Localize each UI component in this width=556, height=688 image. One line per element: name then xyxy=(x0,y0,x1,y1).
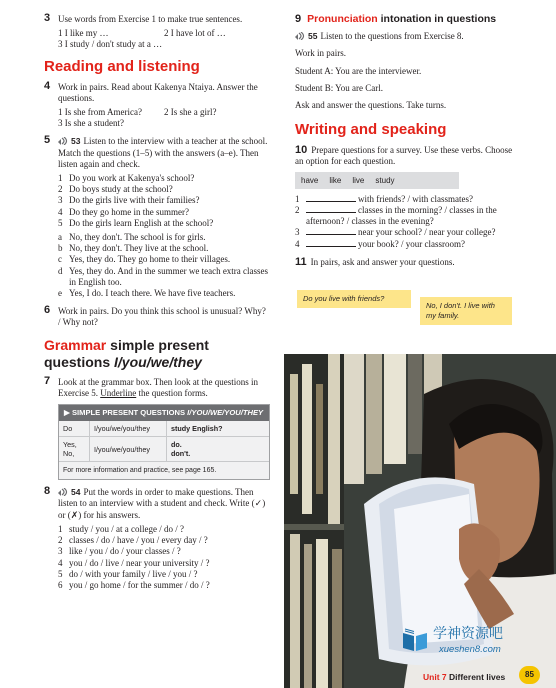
blank-line[interactable] xyxy=(306,239,356,247)
question-list xyxy=(58,173,270,229)
audio-icon[interactable] xyxy=(295,32,306,40)
instruction-text-end: the question forms. xyxy=(136,387,208,398)
exercise-instruction: In pairs, ask and answer your questions. xyxy=(310,256,455,267)
item-text: you / go home / for the summer / do / ? xyxy=(69,579,210,590)
exercise-5 xyxy=(44,136,270,299)
exercise-6 xyxy=(44,306,270,328)
audio-track-number: 54 xyxy=(71,487,81,498)
audio-icon[interactable] xyxy=(58,137,69,145)
verb-box xyxy=(295,172,459,189)
grammar-title-topic-2: questions xyxy=(44,353,115,370)
unit-title: Different lives xyxy=(449,672,506,682)
question-list xyxy=(58,524,270,591)
item-text: Do they go home in the summer? xyxy=(69,206,189,217)
section-title-grammar xyxy=(44,337,270,371)
exercise-instruction xyxy=(58,487,270,521)
watermark-url: xueshen8.com xyxy=(439,644,501,655)
section-title-writing: Writing and speaking xyxy=(295,121,447,139)
item-text: Do boys study at the school? xyxy=(69,184,173,195)
item-text: Do the girls learn English at the school? xyxy=(69,217,214,228)
exercise-number: 4 xyxy=(44,79,51,92)
item-number: 4 xyxy=(58,557,63,568)
list-item: 2 Is she a girl? xyxy=(164,107,217,118)
blank-line[interactable] xyxy=(306,205,356,213)
item-number: 3 xyxy=(58,546,63,557)
exercise-instruction: Prepare questions for a survey. Use these verbs. Choose an option for each question. xyxy=(295,145,513,167)
list-item xyxy=(58,218,270,229)
grammar-table xyxy=(59,421,269,462)
list-item xyxy=(58,569,270,580)
list-item: 1 I like my … xyxy=(58,28,109,39)
page-number: 85 xyxy=(519,666,540,684)
instruction-line: Student A: You are the interviewer. xyxy=(295,65,422,76)
list-item xyxy=(295,194,513,205)
item-text: do / with your family / live / you / ? xyxy=(69,568,198,579)
exercise-3 xyxy=(44,14,270,51)
instruction-text: Look at the grammar box. Then look at the questions in Exercise 5. xyxy=(58,376,259,398)
item-number: 4 xyxy=(295,238,300,249)
exercise-number: 10 xyxy=(295,144,308,157)
list-item xyxy=(58,254,270,265)
cell-line: No, xyxy=(63,449,75,459)
list-item xyxy=(58,580,270,591)
item-letter: c xyxy=(58,254,62,265)
blank-line[interactable] xyxy=(306,227,356,235)
exercise-9 xyxy=(295,14,513,111)
watermark xyxy=(401,623,551,659)
list-item xyxy=(58,243,270,254)
exercise-10 xyxy=(295,145,513,250)
exercise-instruction: Work in pairs. Do you think this school is unusual? Why? / Why not? xyxy=(58,306,266,328)
cell-line: don't. xyxy=(171,449,191,459)
grammar-box-title: SIMPLE PRESENT QUESTIONS xyxy=(71,408,188,418)
table-cell xyxy=(59,437,90,462)
grammar-box-header xyxy=(59,405,269,421)
instruction-line: Work in pairs. xyxy=(295,48,347,59)
unit-footer xyxy=(423,672,505,682)
item-number: 1 xyxy=(58,173,63,184)
exercise-number: 7 xyxy=(44,374,51,387)
item-text xyxy=(306,194,473,205)
list-item xyxy=(58,288,270,299)
item-number: 5 xyxy=(58,568,63,579)
exercise-4 xyxy=(44,79,270,130)
item-number: 2 xyxy=(295,205,300,216)
table-row xyxy=(59,421,269,437)
list-item: 3 I study / don't study at a … xyxy=(58,39,163,50)
grammar-box xyxy=(58,404,270,480)
item-number: 1 xyxy=(295,193,300,204)
grammar-title-word: Grammar xyxy=(44,336,107,353)
list-item xyxy=(58,232,270,243)
instruction-underline-word: Underline xyxy=(100,387,137,398)
item-number: 5 xyxy=(58,217,63,228)
exercise-instruction xyxy=(295,31,513,42)
speech-bubble-answer: No, I don't. I live with my family. xyxy=(420,297,512,325)
item-text: Yes, I do. I teach there. We have five teachers. xyxy=(69,288,236,299)
item-number: 3 xyxy=(295,227,300,238)
exercise-instruction-text: Listen to the interview with a teacher at the school. Match the questions (1–5) with the answers (a–e). Then listen again and check. xyxy=(58,136,268,169)
list-item xyxy=(295,227,513,238)
verb-chip: study xyxy=(375,175,395,185)
item-text: like / you / do / your classes / ? xyxy=(69,546,181,557)
exercise-items xyxy=(58,28,270,39)
item-number: 2 xyxy=(58,184,63,195)
exercise-items xyxy=(58,107,270,118)
list-item xyxy=(58,546,270,557)
item-number: 4 xyxy=(58,206,63,217)
exercise-number: 3 xyxy=(44,12,51,24)
item-number: 1 xyxy=(58,523,63,534)
exercise-instruction-text: Put the words in order to make questions. Then listen to an interview with a student and check. Write (✓) or (✗) for his answers. xyxy=(58,487,266,520)
verb-chip: like xyxy=(329,175,342,185)
item-text: No, they don't. They live at the school. xyxy=(69,243,209,254)
cell-line: Yes, xyxy=(63,440,77,450)
exercise-8 xyxy=(44,487,270,591)
item-letter: e xyxy=(58,288,62,299)
exercise-number: 11 xyxy=(295,255,307,268)
grammar-box-footnote: For more information and practice, see page 165. xyxy=(63,467,217,475)
table-cell: Do xyxy=(59,421,90,437)
exercise-number: 5 xyxy=(44,134,51,147)
exercise-instruction: Use words from Exercise 1 to make true sentences. xyxy=(58,14,243,24)
exercise-11 xyxy=(295,257,513,268)
grammar-box-title-pronouns: I/YOU/WE/YOU/THEY xyxy=(187,408,264,418)
item-text-content: near your school? / near your college? xyxy=(358,227,496,238)
audio-icon[interactable] xyxy=(58,488,69,496)
instruction-line: Student B: You are Carl. xyxy=(295,82,384,93)
instruction-line: Ask and answer the questions. Take turns. xyxy=(295,100,447,111)
cell-line: do. xyxy=(171,440,182,450)
play-triangle-icon: ▶ xyxy=(64,408,72,418)
grammar-title-pronouns: I/you/we/they xyxy=(114,353,202,370)
item-letter: a xyxy=(58,232,62,243)
answer-list xyxy=(58,232,270,299)
list-item xyxy=(58,173,270,184)
audio-track-number: 53 xyxy=(71,136,81,147)
exercise-instruction: Work in pairs. Read about Kakenya Ntaiya. Answer the questions. xyxy=(58,81,258,103)
list-item xyxy=(58,266,270,288)
list-item xyxy=(295,205,513,227)
list-item: 2 I have lot of … xyxy=(164,28,226,39)
item-text: No, they don't. The school is for girls. xyxy=(69,232,206,243)
item-text: you / do / live / near your university / ? xyxy=(69,557,210,568)
grammar-title-topic: simple present xyxy=(106,336,209,353)
watermark-text: 学神资源吧 xyxy=(433,626,503,642)
item-text: Do you work at Kakenya's school? xyxy=(69,173,195,184)
section-title-reading: Reading and listening xyxy=(44,57,200,75)
item-number: 3 xyxy=(58,195,63,206)
exercise-instruction xyxy=(58,377,270,399)
exercise-instruction-text: Listen to the questions from Exercise 8. xyxy=(320,31,464,42)
table-row xyxy=(59,437,269,462)
right-column xyxy=(295,14,513,275)
exercise-instruction xyxy=(58,136,270,170)
exercise-7 xyxy=(44,374,270,481)
list-item xyxy=(295,239,513,250)
list-item xyxy=(58,524,270,535)
item-text: study / you / at a college / do / ? xyxy=(69,523,184,534)
table-cell xyxy=(167,437,270,462)
table-cell: I/you/we/you/they xyxy=(90,437,167,462)
left-column xyxy=(44,14,270,598)
item-text-content: your book? / your classroom? xyxy=(358,238,465,249)
pronunciation-topic: intonation in questions xyxy=(377,13,497,25)
item-text-content: classes in the morning? / classes in the afternoon? / classes in the evening? xyxy=(306,205,497,227)
exercise-number: 9 xyxy=(295,13,302,25)
item-text: Yes, they do. And in the summer we teach extra classes in English too. xyxy=(69,265,269,287)
item-text: Yes, they do. They go home to their villages. xyxy=(69,254,231,265)
pronunciation-label: Pronunciation xyxy=(307,13,378,25)
list-item xyxy=(58,535,270,546)
list-item xyxy=(58,558,270,569)
item-letter: b xyxy=(58,243,63,254)
item-text xyxy=(306,239,465,250)
list-item: 3 Is she a student? xyxy=(58,118,124,129)
section-title-pronunciation xyxy=(295,14,513,25)
item-text-content: with friends? / with classmates? xyxy=(358,193,473,204)
item-text xyxy=(306,205,513,227)
exercise-number: 8 xyxy=(44,485,51,498)
item-text xyxy=(306,227,495,238)
verb-chip: have xyxy=(301,175,319,185)
item-letter: d xyxy=(58,265,63,276)
item-text: classes / do / have / you / every day / ? xyxy=(69,535,208,546)
verb-chip: live xyxy=(352,175,365,185)
exercise-number: 6 xyxy=(44,304,51,317)
list-item: 1 Is she from America? xyxy=(58,107,142,118)
table-cell: study English? xyxy=(167,421,270,437)
item-number: 2 xyxy=(58,535,63,546)
list-item xyxy=(58,195,270,206)
speech-bubble-question: Do you live with friends? xyxy=(297,290,411,308)
book-logo-icon xyxy=(401,627,429,653)
list-item xyxy=(58,184,270,195)
unit-label: Unit 7 xyxy=(423,672,447,682)
list-item xyxy=(58,207,270,218)
audio-track-number: 55 xyxy=(308,31,318,42)
item-text: Do the girls live with their families? xyxy=(69,195,200,206)
blank-line[interactable] xyxy=(306,194,356,202)
item-number: 6 xyxy=(58,579,63,590)
table-cell: I/you/we/you/they xyxy=(90,421,167,437)
